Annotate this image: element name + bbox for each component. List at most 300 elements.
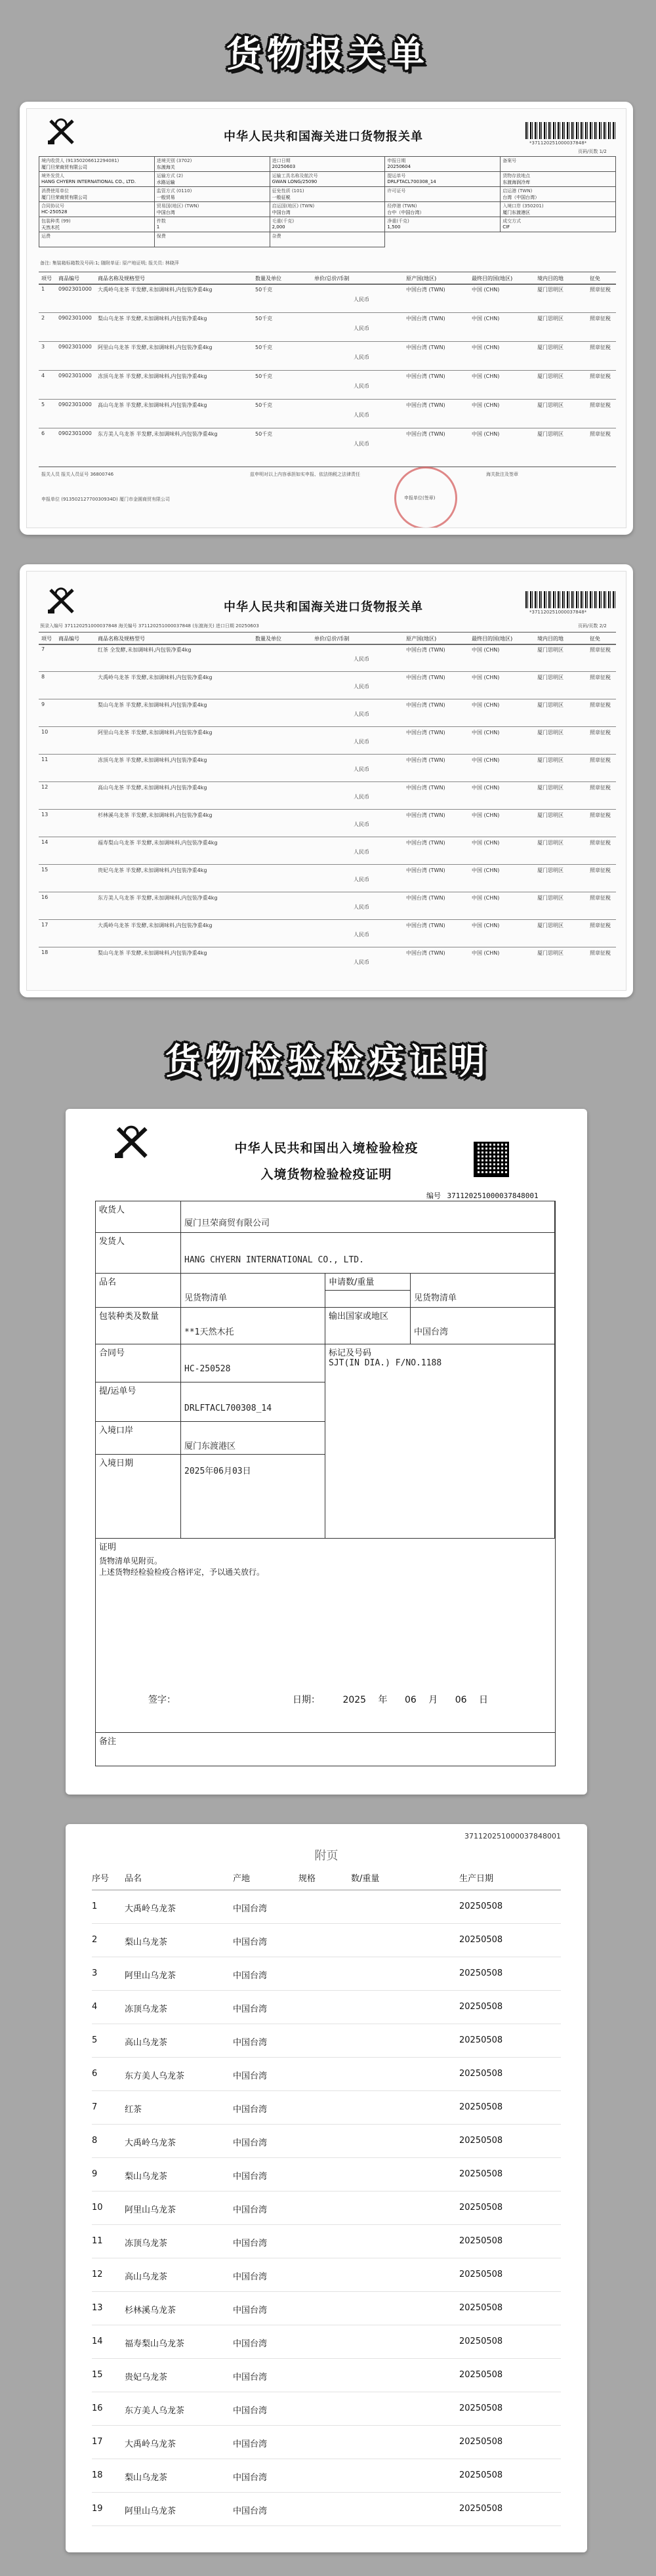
goods-col-header: 境内目的地 [537, 276, 564, 281]
goods-currency: 人民币 [354, 821, 369, 827]
port-label: 入境口岸 [96, 1422, 181, 1455]
header-field [155, 187, 270, 202]
appendix-origin: 中国台湾 [233, 2138, 268, 2148]
header-field [385, 187, 501, 202]
goods-levy: 照章征税 [590, 431, 611, 437]
col-spec: 规格 [298, 1874, 316, 1884]
header-field-label: 许可证号 [387, 188, 406, 194]
goods-currency: 人民币 [354, 441, 369, 447]
goods-col-header: 征免 [590, 636, 600, 642]
goods-dest: 中国 (CHN) [472, 316, 500, 322]
goods-levy: 照章征税 [590, 923, 611, 928]
weight-value: 见货物清单 [411, 1274, 555, 1308]
goods-no: 18 [41, 949, 49, 955]
goods-no: 10 [41, 729, 49, 735]
header-field-label: 监管方式 (0110) [156, 188, 192, 194]
header-field [270, 187, 386, 202]
goods-district: 厦门思明区 [537, 923, 564, 928]
declaration-banner: 货物报关单 [226, 33, 430, 75]
goods-district: 厦门思明区 [537, 431, 564, 437]
appendix-origin: 中国台湾 [233, 1971, 268, 1981]
header-field-label: 运输方式 (2) [156, 173, 183, 178]
goods-dest: 中国 (CHN) [472, 757, 500, 763]
appendix-name: 贵妃乌龙茶 [125, 2373, 168, 2382]
declaration-doc-2 [26, 571, 626, 991]
sign-date-label: 日期： [293, 1695, 320, 1705]
goods-origin: 中国台湾 (TWN) [406, 402, 445, 408]
goods-currency: 人民币 [354, 904, 369, 910]
goods-col-header: 商品名称及规格型号 [98, 636, 145, 642]
header-field-label: 进境关别 (3702) [156, 158, 192, 163]
header-field [385, 202, 501, 217]
appendix-no: 9 [92, 2169, 98, 2179]
meta-line: 预录入编号 371120251000037848 海关编号 371120251000037848 (东渡海关) 进口日期 20250603 [40, 623, 259, 629]
appendix-name: 冻顶乌龙茶 [125, 2239, 168, 2249]
header-field-value: 台湾（中国台湾） [502, 195, 540, 200]
package-label: 包装种类及数量 [96, 1308, 181, 1344]
header-field [270, 157, 386, 172]
bol-label: 提/运单号 [96, 1382, 181, 1422]
goods-qty: 50千克 [255, 287, 273, 293]
appendix-card [66, 1824, 587, 2552]
header-field-label: 入境口岸 (350201) [502, 203, 544, 209]
contract-label: 合同号 [96, 1344, 181, 1382]
goods-col-header: 原产国(地区) [406, 636, 437, 642]
header-field-value: 台中（中国台湾） [387, 210, 424, 215]
consignor-label: 发货人 [96, 1233, 181, 1274]
certificate-table [95, 1201, 556, 1766]
header-field-value: 天然木托 [41, 225, 60, 230]
appendix-row [92, 1890, 561, 1924]
goods-col-header: 项号 [41, 276, 52, 281]
goods-origin: 中国台湾 (TWN) [406, 287, 445, 293]
sign-date-month-unit: 月 [428, 1695, 438, 1705]
goods-dest: 中国 (CHN) [472, 373, 500, 379]
page-number: 页码/页数 1/2 [578, 149, 607, 154]
origin-label: 输出国家或地区 [325, 1308, 411, 1344]
appendix-no: 12 [92, 2270, 103, 2279]
goods-district: 厦门思明区 [537, 344, 564, 350]
goods-currency: 人民币 [354, 711, 369, 717]
header-field [39, 217, 155, 232]
header-field-value: 1,500 [387, 224, 401, 230]
col-no: 序号 [92, 1874, 110, 1884]
appendix-no: 2 [92, 1935, 98, 1945]
goods-origin: 中国台湾 (TWN) [406, 895, 445, 901]
appendix-row [92, 1990, 561, 2024]
header-field [155, 202, 270, 217]
port-value: 厦门东渡港区 [181, 1422, 325, 1455]
appendix-date: 20250508 [459, 2437, 503, 2447]
goods-currency: 人民币 [354, 297, 369, 302]
appendix-date: 20250508 [459, 2136, 503, 2146]
goods-origin: 中国台湾 (TWN) [406, 757, 445, 763]
proof-cell [96, 1539, 555, 1733]
consignor-value: HANG CHYERN INTERNATIONAL CO., LTD. [181, 1233, 555, 1274]
goods-levy: 照章征税 [590, 895, 611, 901]
appendix-row [92, 2224, 561, 2258]
appendix-name: 大禹岭乌龙茶 [125, 1904, 176, 1914]
declaration-card-2 [20, 564, 633, 997]
goods-origin: 中国台湾 (TWN) [406, 675, 445, 680]
goods-name: 梨山乌龙茶 半发酵,未加调味料,内包装净重4kg [98, 702, 207, 708]
certificate-title-2: 入境货物检验检疫证明 [260, 1167, 392, 1182]
goods-name: 东方美人乌龙茶 半发酵,未加调味料,内包装净重4kg [98, 895, 218, 901]
goods-dest: 中国 (CHN) [472, 402, 500, 408]
goods-name: 东方美人乌龙茶 半发酵,未加调味料,内包装净重4kg [98, 431, 218, 437]
goods-levy: 照章征税 [590, 757, 611, 763]
goods-district: 厦门思明区 [537, 647, 564, 653]
appendix-date: 20250508 [459, 2102, 503, 2112]
goods-levy: 照章征税 [590, 675, 611, 680]
goods-col-header: 境内目的地 [537, 636, 564, 642]
appendix-origin: 中国台湾 [233, 2005, 268, 2014]
goods-no: 5 [41, 402, 45, 407]
goods-row [39, 726, 616, 755]
customs-emblem-icon [45, 585, 77, 616]
header-field-label: 启运港 (TWN) [502, 188, 533, 194]
appendix-origin: 中国台湾 [233, 2473, 268, 2483]
signature-label: 签字： [148, 1695, 176, 1705]
header-field [155, 172, 270, 187]
goods-dest: 中国 (CHN) [472, 895, 500, 901]
certificate-number-row [426, 1190, 539, 1201]
goods-levy: 照章征税 [590, 950, 611, 956]
appendix-no: 10 [92, 2203, 103, 2212]
goods-origin: 中国台湾 (TWN) [406, 840, 445, 846]
header-field-label: 经停港 (TWN) [387, 203, 417, 209]
qr-code [474, 1142, 509, 1177]
goods-dest: 中国 (CHN) [472, 785, 500, 791]
goods-row [39, 428, 616, 457]
goods-origin: 中国台湾 (TWN) [406, 344, 445, 350]
bol-value: DRLFTACL700308_14 [181, 1382, 325, 1422]
goods-row [39, 892, 616, 920]
header-field [501, 217, 616, 232]
remark-label: 备注 [99, 1737, 117, 1747]
goods-currency: 人民币 [354, 684, 369, 690]
header-field [39, 232, 155, 247]
header-field-value: 中国台湾 [272, 210, 291, 215]
goods-origin: 中国台湾 (TWN) [406, 702, 445, 708]
header-field-value: 厦门东渡港区 [502, 210, 531, 215]
header-field-label: 征免性质 (101) [272, 188, 304, 194]
appendix-no: 6 [92, 2069, 98, 2079]
goods-district: 厦门思明区 [537, 316, 564, 322]
header-field-label: 成交方式 [502, 218, 522, 224]
goods-levy: 照章征税 [590, 730, 611, 736]
proof-line-2: 上述货物经检验检疫合格评定，予以通关放行。 [99, 1568, 265, 1577]
header-field [270, 172, 386, 187]
appendix-origin: 中国台湾 [233, 1904, 268, 1914]
goods-name: 大禹岭乌龙茶 半发酵,未加调味料,内包装净重4kg [98, 675, 213, 680]
goods-district: 厦门思明区 [537, 867, 564, 873]
goods-no: 11 [41, 757, 49, 762]
goods-row [39, 370, 616, 400]
origin-value: 中国台湾 [411, 1308, 555, 1344]
sign-date-year-unit: 年 [378, 1695, 388, 1705]
header-field [155, 157, 270, 172]
goods-code: 0902301000 [58, 286, 92, 292]
appendix-no: 15 [92, 2370, 103, 2380]
goods-col-header: 征免 [590, 276, 600, 281]
goods-dest: 中国 (CHN) [472, 730, 500, 736]
goods-levy: 照章征税 [590, 702, 611, 708]
appendix-name: 东方美人乌龙茶 [125, 2071, 185, 2081]
goods-origin: 中国台湾 (TWN) [406, 812, 445, 818]
appendix-no: 7 [92, 2102, 98, 2112]
goods-district: 厦门思明区 [537, 730, 564, 736]
goods-no: 1 [41, 286, 45, 292]
goods-district: 厦门思明区 [537, 950, 564, 956]
stamp-text: 申报单位(签章) [404, 495, 436, 501]
appendix-date: 20250508 [459, 2169, 503, 2179]
goods-levy: 照章征税 [590, 867, 611, 873]
goods-district: 厦门思明区 [537, 287, 564, 293]
goods-col-header: 单价/总价/币制 [314, 276, 350, 281]
goods-header-1 [39, 272, 616, 285]
goods-row [39, 699, 616, 727]
goods-row [39, 399, 616, 428]
weight-blank [325, 1291, 411, 1308]
certificate-banner: 货物检验检疫证明 [165, 1041, 491, 1082]
header-field [155, 217, 270, 232]
appendix-row [92, 2024, 561, 2058]
goods-origin: 中国台湾 (TWN) [406, 316, 445, 322]
appendix-row [92, 2191, 561, 2225]
appendix-origin: 中国台湾 [233, 2272, 268, 2282]
goods-col-header: 最终目的国(地区) [472, 636, 513, 642]
goods-col-header: 数量及单位 [255, 636, 281, 642]
weight-label: 申请数/重量 [325, 1274, 411, 1291]
appendix-no: 3 [92, 1968, 98, 1978]
goods-name: 冻顶乌龙茶 半发酵,未加调味料,内包装净重4kg [98, 373, 207, 379]
goods-name: 高山乌龙茶 半发酵,未加调味料,内包装净重4kg [98, 402, 207, 408]
header-field-value: 水路运输 [156, 180, 175, 185]
appendix-row [92, 2392, 561, 2426]
appendix-no: 11 [92, 2236, 103, 2246]
appendix-date: 20250508 [459, 2270, 503, 2279]
goods-qty: 50千克 [255, 316, 273, 322]
consignee-label: 收货人 [96, 1201, 181, 1233]
goods-currency: 人民币 [354, 412, 369, 418]
goods-levy: 照章征税 [590, 840, 611, 846]
appendix-no: 4 [92, 2002, 98, 2012]
appendix-name: 阿里山乌龙茶 [125, 2506, 176, 2516]
goods-name: 高山乌龙茶 半发酵,未加调味料,内包装净重4kg [98, 785, 207, 791]
header-field-label: 进口日期 [272, 158, 291, 163]
goods-district: 厦门思明区 [537, 840, 564, 846]
appendix-date: 20250508 [459, 2203, 503, 2212]
package-value: **1天然木托 [181, 1308, 325, 1344]
goods-no: 17 [41, 922, 49, 928]
footer-company: 申报单位 (91350212770030934D) 厦门市金圆商贸有限公司 [41, 497, 171, 502]
goods-list-1 [39, 283, 616, 461]
appendix-no: 17 [92, 2437, 103, 2447]
col-qty: 数/重量 [351, 1874, 380, 1884]
appendix-row [92, 2157, 561, 2192]
appendix-name: 高山乌龙茶 [125, 2272, 168, 2282]
col-date: 生产日期 [459, 1874, 494, 1884]
footer-mid: 兹申明对以上内容承担如实申报、依法纳税之法律责任 [250, 472, 360, 477]
goods-district: 厦门思明区 [537, 785, 564, 791]
goods-levy: 照章征税 [590, 287, 611, 293]
goods-name: 阿里山乌龙茶 半发酵,未加调味料,内包装净重4kg [98, 344, 213, 350]
header-field-label: 启运国(地区) (TWN) [272, 203, 315, 209]
appendix-origin: 中国台湾 [233, 2105, 268, 2115]
header-field-label: 杂费 [272, 234, 281, 239]
header-field-value: 中国台湾 [156, 210, 175, 215]
goods-currency: 人民币 [354, 849, 369, 855]
goods-dest: 中国 (CHN) [472, 923, 500, 928]
header-field-value: 1 [156, 224, 160, 230]
remarks: 备注: 集装箱标箱数及号码:1; 随附单证: 原产地证明; 报关员: 林晓萍 [40, 260, 179, 266]
appendix-date: 20250508 [459, 2236, 503, 2246]
appendix-date: 20250508 [459, 1901, 503, 1911]
appendix-no: 18 [92, 2470, 103, 2480]
goods-name: 大禹岭乌龙茶 半发酵,未加调味料,内包装净重4kg [98, 287, 213, 293]
appendix-name: 高山乌龙茶 [125, 2038, 168, 2048]
header-field-value: 2,000 [272, 224, 285, 230]
goods-list-2 [39, 644, 616, 978]
goods-dest: 中国 (CHN) [472, 950, 500, 956]
declaration-doc-1 [26, 108, 626, 528]
goods-row [39, 864, 616, 892]
goods-code: 0902301000 [58, 344, 92, 350]
entry-date-value: 2025年06月03日 [181, 1455, 325, 1539]
header-field [501, 202, 616, 217]
header-field [501, 157, 616, 172]
goods-no: 6 [41, 430, 45, 436]
appendix-date: 20250508 [459, 2470, 503, 2480]
barcode-text: *371120251000037848* [529, 610, 587, 615]
header-field-label: 件数 [156, 218, 166, 224]
appendix-row [92, 2124, 561, 2158]
goods-col-header: 数量及单位 [255, 276, 281, 281]
goods-origin: 中国台湾 (TWN) [406, 923, 445, 928]
goods-no: 8 [41, 674, 45, 680]
goods-currency: 人民币 [354, 794, 369, 800]
header-field-label: 净重(千克) [387, 218, 409, 224]
goods-no: 14 [41, 839, 49, 845]
goods-row [39, 754, 616, 782]
appendix-origin: 中国台湾 [233, 2205, 268, 2215]
goods-name: 红茶 全发酵,未加调味料,内包装净重4kg [98, 647, 192, 653]
goods-district: 厦门思明区 [537, 895, 564, 901]
goods-dest: 中国 (CHN) [472, 344, 500, 350]
appendix-date: 20250508 [459, 2370, 503, 2380]
header-field-label: 境内收货人 (91350206612294081) [41, 158, 119, 163]
appendix-row [92, 2492, 561, 2526]
goods-dest: 中国 (CHN) [472, 431, 500, 437]
barcode-text: *371120251000037848* [529, 140, 587, 146]
goods-row [39, 671, 616, 699]
goods-name: 贵妃乌龙茶 半发酵,未加调味料,内包装净重4kg [98, 867, 207, 873]
goods-name-label: 品名 [96, 1274, 181, 1308]
goods-origin: 中国台湾 (TWN) [406, 647, 445, 653]
appendix-row [92, 2425, 561, 2459]
appendix-date: 20250508 [459, 1935, 503, 1945]
appendix-name: 杉林溪乌龙茶 [125, 2306, 176, 2316]
goods-header-2 [39, 632, 616, 645]
goods-code: 0902301000 [58, 373, 92, 379]
appendix-row [92, 1923, 561, 1957]
appendix-origin: 中国台湾 [233, 2373, 268, 2382]
goods-no: 13 [41, 812, 49, 818]
goods-currency: 人民币 [354, 383, 369, 389]
goods-dest: 中国 (CHN) [472, 287, 500, 293]
appendix-row [92, 2057, 561, 2091]
header-field-label: 贸易国(地区) (TWN) [156, 203, 199, 209]
header-field [155, 232, 270, 247]
goods-no: 16 [41, 894, 49, 900]
appendix-name: 大禹岭乌龙茶 [125, 2440, 176, 2449]
appendix-origin: 中国台湾 [233, 2506, 268, 2516]
barcode [525, 591, 617, 608]
goods-no: 12 [41, 784, 49, 790]
goods-name: 梨山乌龙茶 半发酵,未加调味料,内包装净重4kg [98, 316, 207, 322]
goods-name: 大禹岭乌龙茶 半发酵,未加调味料,内包装净重4kg [98, 923, 213, 928]
header-field [39, 202, 155, 217]
goods-origin: 中国台湾 (TWN) [406, 730, 445, 736]
appendix-name: 福寿梨山乌龙茶 [125, 2339, 185, 2349]
goods-name-value: 见货物清单 [181, 1274, 325, 1308]
goods-no: 7 [41, 646, 45, 652]
goods-code: 0902301000 [58, 430, 92, 436]
appendix-row [92, 1957, 561, 1991]
goods-currency: 人民币 [354, 877, 369, 883]
header-field-value: 东渡海润冷库 [502, 180, 531, 185]
appendix-name: 梨山乌龙茶 [125, 2473, 168, 2483]
goods-currency: 人民币 [354, 325, 369, 331]
header-field [39, 187, 155, 202]
header-field-value: HANG CHYERN INTERNATIONAL CO., LTD. [41, 179, 136, 184]
appendix-no: 19 [92, 2504, 103, 2514]
sign-date [293, 1693, 488, 1706]
header-field [501, 187, 616, 202]
appendix-no: 5 [92, 2035, 98, 2045]
goods-qty: 50千克 [255, 373, 273, 379]
goods-no: 9 [41, 701, 45, 707]
sign-date-day: 06 [455, 1695, 467, 1705]
appendix-name: 梨山乌龙茶 [125, 1938, 168, 1947]
goods-col-header: 单价/总价/币制 [314, 636, 350, 642]
appendix-no: 13 [92, 2303, 103, 2313]
goods-dest: 中国 (CHN) [472, 647, 500, 653]
page-number: 页码/页数 2/2 [578, 623, 607, 629]
header-field [39, 172, 155, 187]
footer-right: 海关批注及签章 [486, 472, 518, 477]
goods-name: 杉林溪乌龙茶 半发酵,未加调味料,内包装净重4kg [98, 812, 213, 818]
header-field-value: GWAN LONG/25090 [272, 179, 318, 184]
goods-dest: 中国 (CHN) [472, 702, 500, 708]
appendix-date: 20250508 [459, 1968, 503, 1978]
appendix-no: 14 [92, 2337, 103, 2346]
appendix-name: 梨山乌龙茶 [125, 2172, 168, 2182]
declaration-title: 中华人民共和国海关进口货物报关单 [224, 130, 423, 144]
header-field-label: 毛重(千克) [272, 218, 295, 224]
sign-date-month: 06 [405, 1695, 417, 1705]
goods-row [39, 837, 616, 865]
appendix-no: 16 [92, 2403, 103, 2413]
marks-value: SJT(IN DIA.) F/NO.1188 [329, 1358, 442, 1368]
goods-district: 厦门思明区 [537, 757, 564, 763]
appendix-origin: 中国台湾 [233, 2038, 268, 2048]
goods-name: 梨山乌龙茶 半发酵,未加调味料,内包装净重4kg [98, 950, 207, 956]
appendix-row [92, 2325, 561, 2359]
contract-value: HC-250528 [181, 1344, 325, 1382]
header-field-value: CIF [502, 224, 510, 230]
